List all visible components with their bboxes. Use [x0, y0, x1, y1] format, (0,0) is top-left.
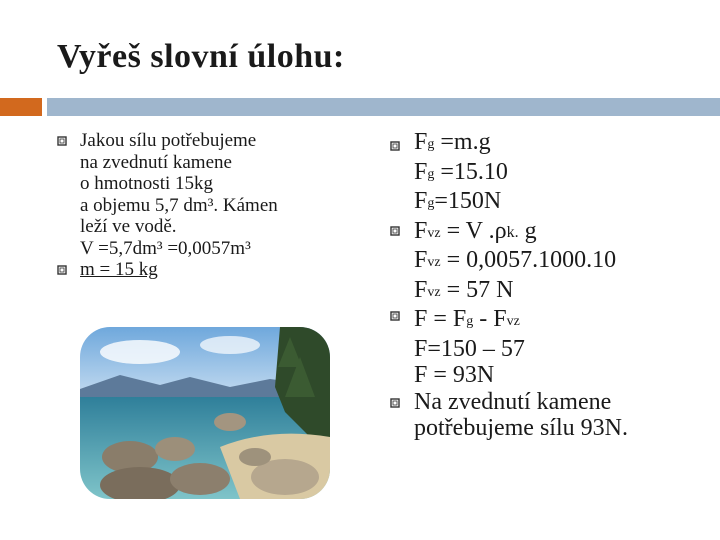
f-formula: $F = F_g - F_{vz}$ [414, 306, 520, 332]
problem-line: Jakou sílu potřebujeme [80, 130, 257, 151]
f-result: F = 93N [414, 362, 495, 388]
problem-line: o hmotnosti 15kg [80, 173, 214, 194]
problem-line: leží ve vodě. [80, 216, 177, 237]
problem-line: na zvednutí kamene [80, 151, 232, 173]
mass-line: m = 15 kg [80, 259, 158, 280]
fvz-formula: $F_{vz} = V$ $.\rho_{k.}$ g [414, 217, 537, 244]
answer-line: Na zvednutí kamene [414, 388, 612, 415]
square-bullet-icon [390, 141, 400, 151]
problem-text [80, 130, 370, 281]
square-bullet-icon [390, 226, 400, 236]
fvz-result: $F_{vz} = 57$ N [414, 276, 514, 303]
square-bullet-icon [57, 265, 67, 275]
problem-line: a objemu 5,7 dm³. Kámen [80, 194, 278, 216]
volume-line: V =5,7dm³ =0,0057m³ [80, 237, 251, 259]
slide-title: Vyřeš slovní úlohu: [57, 38, 345, 75]
solution-text [414, 129, 714, 442]
f-substitution: F=150 – 57 [414, 335, 525, 362]
square-bullet-icon [57, 136, 67, 146]
accent-bar-blue [47, 98, 720, 116]
fg-substitution: $F_g =15.10$ [414, 158, 508, 185]
accent-bar-orange [0, 98, 42, 116]
fg-result: $F_g=150N$ [414, 188, 502, 214]
fvz-substitution: $F_{vz} = 0,0057.1000.10$ [414, 247, 617, 273]
fg-formula: $F_g =m.g$ [414, 129, 491, 155]
square-bullet-icon [390, 398, 400, 408]
lake-stones-photo [80, 327, 330, 499]
square-bullet-icon [390, 311, 400, 321]
answer-line: potřebujeme sílu 93N. [414, 415, 628, 441]
